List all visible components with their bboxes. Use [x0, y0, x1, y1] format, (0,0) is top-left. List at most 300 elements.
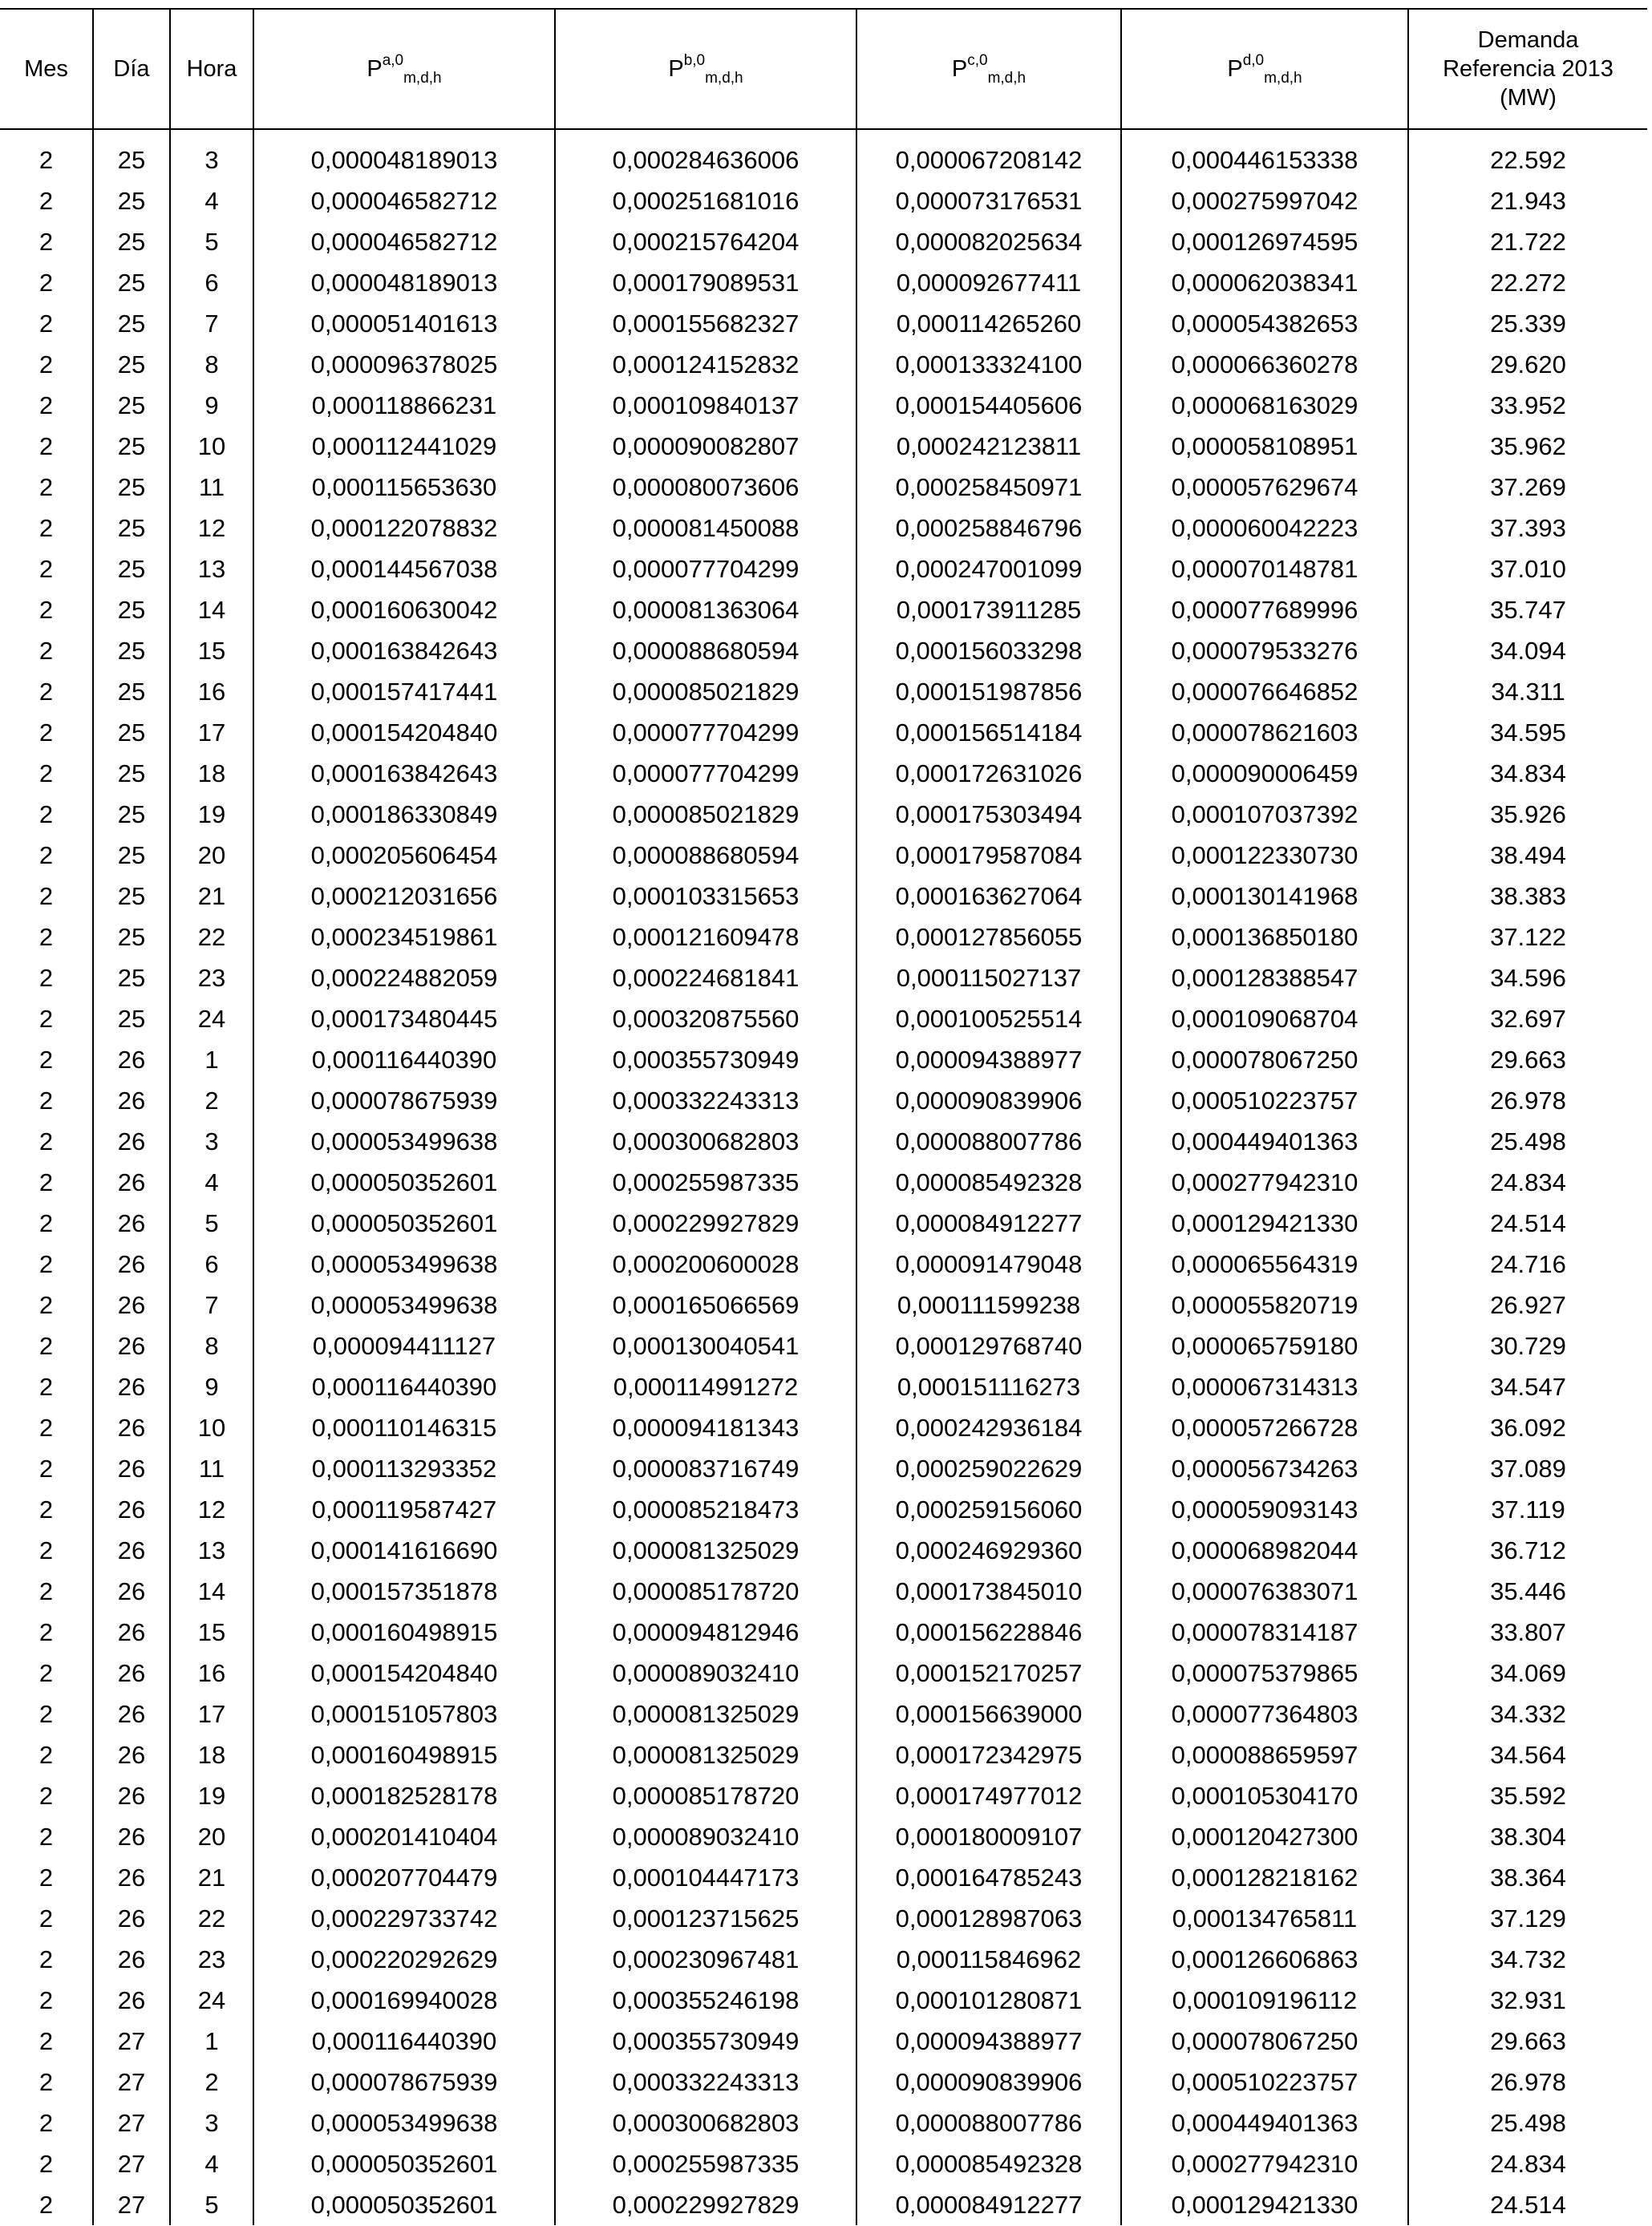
table-row: [0, 1244, 1647, 1285]
header-demanda-line-1: Demanda: [1477, 27, 1579, 53]
cell-hora: 16: [170, 671, 253, 712]
cell-mes: 2: [38, 1454, 54, 1483]
cell-dia: 25: [93, 508, 170, 548]
cell-mes: 2: [38, 759, 54, 787]
cell-demanda: 21.943: [1408, 180, 1647, 221]
cell-hora: 14: [170, 1571, 253, 1612]
cell-p-a: 0,000207704479: [253, 1857, 555, 1898]
cell-p-a: 0,000116440390: [253, 2021, 555, 2062]
cell-p-b: 0,000224681841: [555, 957, 856, 998]
cell-p-d: 0,000062038341: [1121, 262, 1408, 303]
cell-hora: 23: [170, 957, 253, 998]
cell-demanda: 33.807: [1408, 1612, 1647, 1653]
cell-p-b: 0,000081450088: [555, 508, 856, 548]
cell-p-b: 0,000355730949: [555, 1039, 856, 1080]
table-row: [0, 1285, 1647, 1325]
cell-dia: 27: [93, 2184, 170, 2225]
cell-p-a: 0,000053499638: [253, 1121, 555, 1162]
cell-p-a: 0,000078675939: [253, 1080, 555, 1121]
cell-p-a: 0,000078675939: [253, 2062, 555, 2103]
cell-dia: 25: [93, 262, 170, 303]
cell-dia: 25: [93, 630, 170, 671]
cell-p-d: 0,000078314187: [1121, 1612, 1408, 1653]
cell-hora: 24: [170, 998, 253, 1039]
cell-p-b: 0,000081325029: [555, 1734, 856, 1775]
cell-p-d: 0,000055820719: [1121, 1285, 1408, 1325]
cell-dia: 25: [93, 794, 170, 835]
cell-p-c: 0,000152170257: [856, 1653, 1121, 1694]
cell-p-a: 0,000163842643: [253, 630, 555, 671]
cell-p-c: 0,000163627064: [856, 876, 1121, 917]
cell-demanda: 34.564: [1408, 1734, 1647, 1775]
cell-hora: 23: [170, 1939, 253, 1980]
cell-hora: 3: [170, 1121, 253, 1162]
header-hora: Hora: [170, 9, 253, 129]
table-row: [0, 426, 1647, 467]
cell-dia: 26: [93, 1285, 170, 1325]
cell-p-b: 0,000088680594: [555, 630, 856, 671]
demand-profile-table: [0, 8, 1647, 2225]
cell-hora: 15: [170, 630, 253, 671]
cell-demanda: 24.514: [1408, 1203, 1647, 1244]
cell-p-c: 0,000133324100: [856, 344, 1121, 385]
cell-dia: 26: [93, 1121, 170, 1162]
cell-hora: 1: [170, 2021, 253, 2062]
cell-mes: 2: [38, 963, 54, 992]
cell-p-c: 0,000084912277: [856, 2184, 1121, 2225]
table-row: [0, 1407, 1647, 1448]
cell-p-d: 0,000134765811: [1121, 1898, 1408, 1939]
cell-hora: 3: [170, 129, 253, 180]
cell-p-a: 0,000050352601: [253, 1162, 555, 1203]
cell-p-a: 0,000122078832: [253, 508, 555, 548]
cell-demanda: 34.595: [1408, 712, 1647, 753]
cell-mes: 2: [38, 1208, 54, 1237]
cell-hora: 10: [170, 426, 253, 467]
table-row: [0, 2143, 1647, 2184]
cell-mes: 2: [38, 2190, 54, 2219]
cell-p-c: 0,000128987063: [856, 1898, 1121, 1939]
cell-p-b: 0,000215764204: [555, 221, 856, 262]
cell-p-b: 0,000094181343: [555, 1407, 856, 1448]
cell-dia: 25: [93, 221, 170, 262]
cell-p-c: 0,000258846796: [856, 508, 1121, 548]
cell-mes: 2: [38, 1004, 54, 1033]
cell-p-d: 0,000126974595: [1121, 221, 1408, 262]
header-p-d-sub: m,d,h: [1264, 70, 1302, 87]
cell-dia: 25: [93, 303, 170, 344]
cell-p-c: 0,000156228846: [856, 1612, 1121, 1653]
cell-p-b: 0,000081363064: [555, 589, 856, 630]
cell-p-b: 0,000081325029: [555, 1694, 856, 1734]
cell-p-a: 0,000163842643: [253, 753, 555, 794]
table-row: [0, 2103, 1647, 2143]
cell-p-b: 0,000179089531: [555, 262, 856, 303]
cell-dia: 25: [93, 344, 170, 385]
cell-hora: 4: [170, 1162, 253, 1203]
cell-p-c: 0,000173911285: [856, 589, 1121, 630]
table-row: [0, 221, 1647, 262]
cell-demanda: 32.931: [1408, 1980, 1647, 2021]
cell-mes: 2: [38, 718, 54, 747]
table-row: [0, 1366, 1647, 1407]
cell-p-a: 0,000144567038: [253, 548, 555, 589]
cell-demanda: 30.729: [1408, 1325, 1647, 1366]
cell-p-a: 0,000116440390: [253, 1366, 555, 1407]
cell-hora: 4: [170, 180, 253, 221]
cell-p-d: 0,000066360278: [1121, 344, 1408, 385]
cell-mes: 2: [38, 922, 54, 951]
cell-mes: 2: [38, 1249, 54, 1278]
cell-p-a: 0,000160498915: [253, 1734, 555, 1775]
cell-demanda: 21.722: [1408, 221, 1647, 262]
cell-mes: 2: [38, 1372, 54, 1401]
cell-demanda: 37.393: [1408, 508, 1647, 548]
cell-demanda: 34.732: [1408, 1939, 1647, 1980]
cell-p-c: 0,000127856055: [856, 917, 1121, 957]
cell-demanda: 34.596: [1408, 957, 1647, 998]
cell-demanda: 26.978: [1408, 1080, 1647, 1121]
header-p-b-sup: b,0: [683, 52, 706, 69]
cell-dia: 27: [93, 2021, 170, 2062]
cell-mes: 2: [38, 1781, 54, 1810]
cell-demanda: 34.547: [1408, 1366, 1647, 1407]
cell-demanda: 33.952: [1408, 385, 1647, 426]
cell-mes: 2: [38, 1945, 54, 1973]
cell-p-b: 0,000130040541: [555, 1325, 856, 1366]
cell-mes: 2: [38, 1495, 54, 1524]
cell-p-d: 0,000130141968: [1121, 876, 1408, 917]
cell-demanda: 24.716: [1408, 1244, 1647, 1285]
cell-mes: 2: [38, 1985, 54, 2014]
cell-p-d: 0,000065759180: [1121, 1325, 1408, 1366]
cell-dia: 26: [93, 1653, 170, 1694]
cell-mes: 2: [38, 799, 54, 828]
cell-p-c: 0,000156639000: [856, 1694, 1121, 1734]
cell-dia: 26: [93, 1162, 170, 1203]
cell-mes: 2: [38, 513, 54, 542]
cell-p-c: 0,000156514184: [856, 712, 1121, 753]
cell-p-b: 0,000320875560: [555, 998, 856, 1039]
cell-hora: 24: [170, 1980, 253, 2021]
cell-p-d: 0,000126606863: [1121, 1939, 1408, 1980]
cell-dia: 26: [93, 1734, 170, 1775]
cell-demanda: 24.514: [1408, 2184, 1647, 2225]
cell-p-c: 0,000259022629: [856, 1448, 1121, 1489]
cell-p-b: 0,000085178720: [555, 1571, 856, 1612]
cell-p-c: 0,000154405606: [856, 385, 1121, 426]
cell-mes: 2: [38, 145, 54, 174]
cell-p-c: 0,000094388977: [856, 1039, 1121, 1080]
table-row: [0, 1489, 1647, 1530]
header-p-c-sub: m,d,h: [987, 70, 1026, 87]
cell-mes: 2: [38, 472, 54, 501]
header-mes: Mes: [0, 9, 93, 129]
cell-p-b: 0,000077704299: [555, 548, 856, 589]
cell-p-c: 0,000094388977: [856, 2021, 1121, 2062]
cell-p-d: 0,000449401363: [1121, 1121, 1408, 1162]
cell-mes: 2: [38, 1699, 54, 1728]
cell-p-c: 0,000164785243: [856, 1857, 1121, 1898]
cell-p-a: 0,000048189013: [253, 262, 555, 303]
cell-p-d: 0,000078067250: [1121, 2021, 1408, 2062]
cell-p-a: 0,000169940028: [253, 1980, 555, 2021]
cell-p-d: 0,000129421330: [1121, 2184, 1408, 2225]
cell-p-b: 0,000077704299: [555, 712, 856, 753]
cell-demanda: 29.620: [1408, 344, 1647, 385]
cell-p-b: 0,000104447173: [555, 1857, 856, 1898]
cell-mes: 2: [38, 350, 54, 378]
cell-hora: 18: [170, 753, 253, 794]
table-row: [0, 1939, 1647, 1980]
header-p-c: [856, 9, 1121, 129]
header-p-b: [555, 9, 856, 129]
cell-mes: 2: [38, 1740, 54, 1769]
table-row: [0, 129, 1647, 180]
table-row: [0, 1571, 1647, 1612]
cell-p-d: 0,000129421330: [1121, 1203, 1408, 1244]
cell-mes: 2: [38, 595, 54, 624]
cell-dia: 25: [93, 917, 170, 957]
cell-hora: 2: [170, 2062, 253, 2103]
cell-demanda: 22.592: [1408, 129, 1647, 180]
cell-p-b: 0,000077704299: [555, 753, 856, 794]
cell-p-a: 0,000119587427: [253, 1489, 555, 1530]
cell-demanda: 35.446: [1408, 1571, 1647, 1612]
cell-dia: 26: [93, 1039, 170, 1080]
cell-p-c: 0,000156033298: [856, 630, 1121, 671]
cell-mes: 2: [38, 309, 54, 338]
cell-p-c: 0,000091479048: [856, 1244, 1121, 1285]
cell-p-c: 0,000173845010: [856, 1571, 1121, 1612]
cell-p-a: 0,000157351878: [253, 1571, 555, 1612]
cell-demanda: 37.129: [1408, 1898, 1647, 1939]
cell-dia: 26: [93, 1775, 170, 1816]
cell-mes: 2: [38, 1617, 54, 1646]
cell-p-d: 0,000449401363: [1121, 2103, 1408, 2143]
cell-demanda: 22.272: [1408, 262, 1647, 303]
cell-hora: 18: [170, 1734, 253, 1775]
cell-p-d: 0,000120427300: [1121, 1816, 1408, 1857]
header-p-d: [1121, 9, 1408, 129]
cell-demanda: 35.747: [1408, 589, 1647, 630]
cell-p-c: 0,000084912277: [856, 1203, 1121, 1244]
cell-dia: 26: [93, 1857, 170, 1898]
table-row: [0, 467, 1647, 508]
table-row: [0, 794, 1647, 835]
cell-dia: 25: [93, 426, 170, 467]
cell-p-a: 0,000110146315: [253, 1407, 555, 1448]
cell-demanda: 26.978: [1408, 2062, 1647, 2103]
cell-p-d: 0,000060042223: [1121, 508, 1408, 548]
cell-dia: 27: [93, 2103, 170, 2143]
cell-demanda: 25.498: [1408, 1121, 1647, 1162]
cell-dia: 26: [93, 1244, 170, 1285]
cell-hora: 4: [170, 2143, 253, 2184]
table-row: [0, 1448, 1647, 1489]
cell-p-a: 0,000160498915: [253, 1612, 555, 1653]
cell-demanda: 24.834: [1408, 2143, 1647, 2184]
table-row: [0, 508, 1647, 548]
cell-p-d: 0,000510223757: [1121, 1080, 1408, 1121]
cell-dia: 26: [93, 1530, 170, 1571]
cell-p-d: 0,000128218162: [1121, 1857, 1408, 1898]
cell-hora: 19: [170, 794, 253, 835]
table-row: [0, 1694, 1647, 1734]
cell-p-d: 0,000107037392: [1121, 794, 1408, 835]
cell-mes: 2: [38, 1045, 54, 1074]
cell-p-b: 0,000081325029: [555, 1530, 856, 1571]
cell-p-c: 0,000088007786: [856, 1121, 1121, 1162]
cell-p-a: 0,000046582712: [253, 221, 555, 262]
cell-mes: 2: [38, 677, 54, 706]
cell-p-d: 0,000090006459: [1121, 753, 1408, 794]
cell-p-a: 0,000154204840: [253, 712, 555, 753]
cell-p-d: 0,000058108951: [1121, 426, 1408, 467]
cell-p-a: 0,000094411127: [253, 1325, 555, 1366]
cell-mes: 2: [38, 2067, 54, 2096]
cell-dia: 26: [93, 1612, 170, 1653]
cell-mes: 2: [38, 1576, 54, 1605]
cell-p-a: 0,000050352601: [253, 2184, 555, 2225]
cell-p-d: 0,000068163029: [1121, 385, 1408, 426]
cell-p-d: 0,000065564319: [1121, 1244, 1408, 1285]
cell-p-c: 0,000100525514: [856, 998, 1121, 1039]
header-demanda-line-3: (MW): [1500, 85, 1557, 111]
cell-p-d: 0,000446153338: [1121, 129, 1408, 180]
cell-mes: 2: [38, 1904, 54, 1933]
cell-demanda: 37.269: [1408, 467, 1647, 508]
cell-dia: 26: [93, 1203, 170, 1244]
cell-demanda: 32.697: [1408, 998, 1647, 1039]
cell-hora: 6: [170, 1244, 253, 1285]
cell-demanda: 34.311: [1408, 671, 1647, 712]
cell-demanda: 36.092: [1408, 1407, 1647, 1448]
cell-mes: 2: [38, 881, 54, 910]
table-row: [0, 876, 1647, 917]
cell-dia: 25: [93, 467, 170, 508]
cell-p-a: 0,000048189013: [253, 129, 555, 180]
cell-p-c: 0,000101280871: [856, 1980, 1121, 2021]
cell-p-d: 0,000510223757: [1121, 2062, 1408, 2103]
header-p-d-sup: d,0: [1242, 52, 1265, 69]
cell-p-d: 0,000059093143: [1121, 1489, 1408, 1530]
cell-p-d: 0,000075379865: [1121, 1653, 1408, 1694]
header-p-a-base: P: [366, 56, 383, 82]
cell-dia: 25: [93, 835, 170, 876]
cell-mes: 2: [38, 1822, 54, 1851]
cell-p-a: 0,000229733742: [253, 1898, 555, 1939]
header-p-b-sub: m,d,h: [705, 70, 743, 87]
cell-p-a: 0,000212031656: [253, 876, 555, 917]
cell-p-b: 0,000080073606: [555, 467, 856, 508]
cell-dia: 27: [93, 2062, 170, 2103]
cell-p-a: 0,000053499638: [253, 1285, 555, 1325]
cell-p-b: 0,000200600028: [555, 1244, 856, 1285]
cell-p-c: 0,000259156060: [856, 1489, 1121, 1530]
table-row: [0, 1898, 1647, 1939]
cell-p-d: 0,000109068704: [1121, 998, 1408, 1039]
cell-dia: 26: [93, 1325, 170, 1366]
table-row: [0, 630, 1647, 671]
cell-p-b: 0,000123715625: [555, 1898, 856, 1939]
cell-p-c: 0,000090839906: [856, 1080, 1121, 1121]
cell-hora: 16: [170, 1653, 253, 1694]
cell-demanda: 25.339: [1408, 303, 1647, 344]
table-row: [0, 1980, 1647, 2021]
cell-dia: 26: [93, 1489, 170, 1530]
cell-demanda: 24.834: [1408, 1162, 1647, 1203]
cell-p-b: 0,000085021829: [555, 671, 856, 712]
cell-dia: 26: [93, 1980, 170, 2021]
cell-p-d: 0,000070148781: [1121, 548, 1408, 589]
cell-p-d: 0,000105304170: [1121, 1775, 1408, 1816]
cell-dia: 26: [93, 1571, 170, 1612]
table-row: [0, 1039, 1647, 1080]
cell-p-c: 0,000115846962: [856, 1939, 1121, 1980]
cell-p-a: 0,000182528178: [253, 1775, 555, 1816]
cell-hora: 8: [170, 1325, 253, 1366]
cell-p-d: 0,000076646852: [1121, 671, 1408, 712]
cell-p-b: 0,000251681016: [555, 180, 856, 221]
cell-p-a: 0,000234519861: [253, 917, 555, 957]
header-dia: Día: [93, 9, 170, 129]
table-row: [0, 1162, 1647, 1203]
cell-hora: 3: [170, 2103, 253, 2143]
cell-hora: 5: [170, 1203, 253, 1244]
table-row: [0, 835, 1647, 876]
cell-demanda: 29.663: [1408, 1039, 1647, 1080]
cell-p-b: 0,000089032410: [555, 1816, 856, 1857]
cell-mes: 2: [38, 2108, 54, 2137]
cell-p-b: 0,000332243313: [555, 1080, 856, 1121]
cell-p-a: 0,000173480445: [253, 998, 555, 1039]
cell-demanda: 26.927: [1408, 1285, 1647, 1325]
cell-p-a: 0,000053499638: [253, 2103, 555, 2143]
cell-p-b: 0,000255987335: [555, 2143, 856, 2184]
cell-p-d: 0,000088659597: [1121, 1734, 1408, 1775]
cell-p-c: 0,000115027137: [856, 957, 1121, 998]
cell-dia: 25: [93, 712, 170, 753]
cell-p-a: 0,000151057803: [253, 1694, 555, 1734]
cell-p-d: 0,000056734263: [1121, 1448, 1408, 1489]
cell-p-c: 0,000172342975: [856, 1734, 1121, 1775]
cell-mes: 2: [38, 1658, 54, 1687]
cell-demanda: 34.069: [1408, 1653, 1647, 1694]
cell-p-b: 0,000255987335: [555, 1162, 856, 1203]
cell-p-d: 0,000057629674: [1121, 467, 1408, 508]
cell-p-c: 0,000175303494: [856, 794, 1121, 835]
cell-p-c: 0,000174977012: [856, 1775, 1121, 1816]
header-p-c-sup: c,0: [967, 52, 988, 69]
table-row: [0, 548, 1647, 589]
table-header: [0, 9, 1647, 129]
cell-dia: 25: [93, 998, 170, 1039]
cell-p-a: 0,000118866231: [253, 385, 555, 426]
table-row: [0, 1734, 1647, 1775]
cell-demanda: 34.834: [1408, 753, 1647, 794]
cell-p-c: 0,000258450971: [856, 467, 1121, 508]
cell-p-b: 0,000088680594: [555, 835, 856, 876]
cell-dia: 25: [93, 957, 170, 998]
cell-demanda: 35.926: [1408, 794, 1647, 835]
cell-dia: 26: [93, 1939, 170, 1980]
cell-dia: 25: [93, 671, 170, 712]
header-demanda: [1408, 9, 1647, 129]
cell-demanda: 36.712: [1408, 1530, 1647, 1571]
cell-p-b: 0,000085021829: [555, 794, 856, 835]
cell-p-a: 0,000115653630: [253, 467, 555, 508]
